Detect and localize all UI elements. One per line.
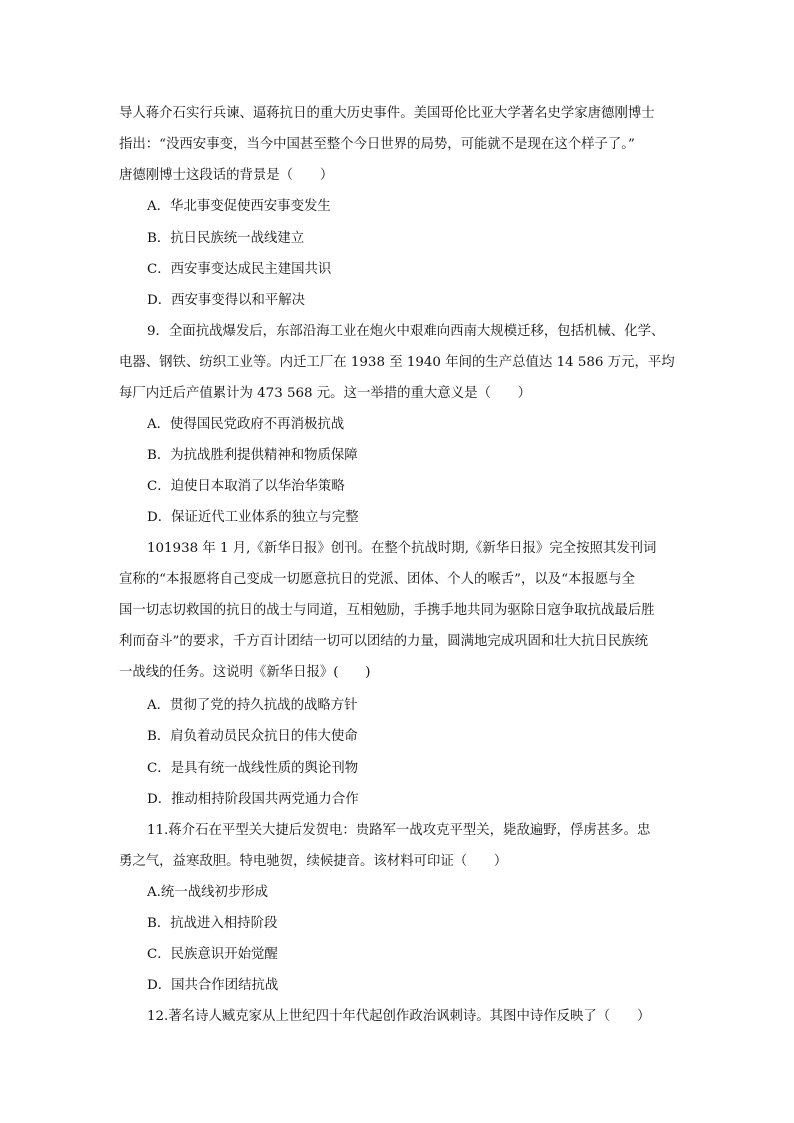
q11-option-a: A.统一战线初步形成 bbox=[147, 885, 269, 900]
q8-stem-line-2: 指出：“没西安事变，当今中国甚至整个今日世界的局势，可能就不是现在这个样子了。” bbox=[119, 137, 635, 152]
q9-option-a: A．使得国民党政府不再消极抗战 bbox=[147, 417, 345, 432]
q11-option-b: B．抗战进入相持阶段 bbox=[147, 916, 278, 931]
q10-stem-line-1: 101938 年 1 月,《新华日报》创刊。在整个抗战时期,《新华日报》完全按照其发刊词 bbox=[147, 541, 657, 556]
q10-option-d: D．推动相持阶段国共两党通力合作 bbox=[147, 792, 359, 807]
q8-option-d: D．西安事变得以和平解决 bbox=[147, 293, 306, 308]
q11-stem-line-2: 勇之气，益寒敌胆。特电驰贺，续候捷音。该材料可印证（ ） bbox=[119, 854, 508, 869]
q8-stem-line-1: 导人蒋介石实行兵谏、逼蒋抗日的重大历史事件。美国哥伦比亚大学著名史学家唐德刚博士 bbox=[119, 106, 655, 121]
q9-stem-line-1: 9．全面抗战爆发后，东部沿海工业在炮火中艰难向西南大规模迁移，包括机械、化学、 bbox=[147, 324, 665, 339]
q10-stem-line-2: 宣称的“本报愿将自己变成一切愿意抗日的党派、团体、个人的喉舌”，以及“本报愿与全 bbox=[119, 572, 635, 587]
q12-stem-line-1: 12.著名诗人臧克家从上世纪四十年代起创作政治讽刺诗。其图中诗作反映了（ ） bbox=[147, 1009, 651, 1024]
q8-option-c: C．西安事变达成民主建国共识 bbox=[147, 262, 332, 277]
q11-stem-line-1: 11.蒋介石在平型关大捷后发贺电：贵路军一战攻克平型关，毙敌遍野，俘虏甚多。忠 bbox=[147, 823, 651, 838]
q9-option-c: C．迫使日本取消了以华治华策略 bbox=[147, 479, 345, 494]
q10-stem-line-3: 国一切志切救国的抗日的战士与同道，互相勉励，手携手地共同为驱除日寇争取抗战最后胜 bbox=[119, 603, 655, 618]
q11-option-c: C．民族意识开始觉醒 bbox=[147, 947, 278, 962]
q8-option-b: B．抗日民族统一战线建立 bbox=[147, 231, 305, 246]
q9-stem-line-2: 电器、钢铁、纺织工业等。内迁工厂在 1938 至 1940 年间的生产总值达 14 586 万元，平均 bbox=[119, 355, 675, 370]
q8-option-a: A．华北事变促使西安事变发生 bbox=[147, 199, 331, 214]
q10-option-b: B．肩负着动员民众抗日的伟大使命 bbox=[147, 729, 358, 744]
q10-option-c: C．是具有统一战线性质的舆论刊物 bbox=[147, 761, 359, 776]
q9-option-d: D．保证近代工业体系的独立与完整 bbox=[147, 510, 359, 525]
q8-stem-line-3: 唐德刚博士这段话的背景是（ ） bbox=[119, 168, 334, 183]
q9-option-b: B．为抗战胜利提供精神和物质保障 bbox=[147, 448, 358, 463]
q10-stem-line-5: 一战线的任务。这说明《新华日报》( ) bbox=[119, 665, 371, 680]
q10-option-a: A．贯彻了党的持久抗战的战略方针 bbox=[147, 698, 358, 713]
q9-stem-line-3: 每厂内迁后产值累计为 473 568 元。这一举措的重大意义是（ ） bbox=[119, 386, 532, 401]
q10-stem-line-4: 利而奋斗”的要求，千方百计团结一切可以团结的力量，圆满地完成巩固和壮大抗日民族统 bbox=[119, 634, 649, 649]
q11-option-d: D．国共合作团结抗战 bbox=[147, 978, 279, 993]
